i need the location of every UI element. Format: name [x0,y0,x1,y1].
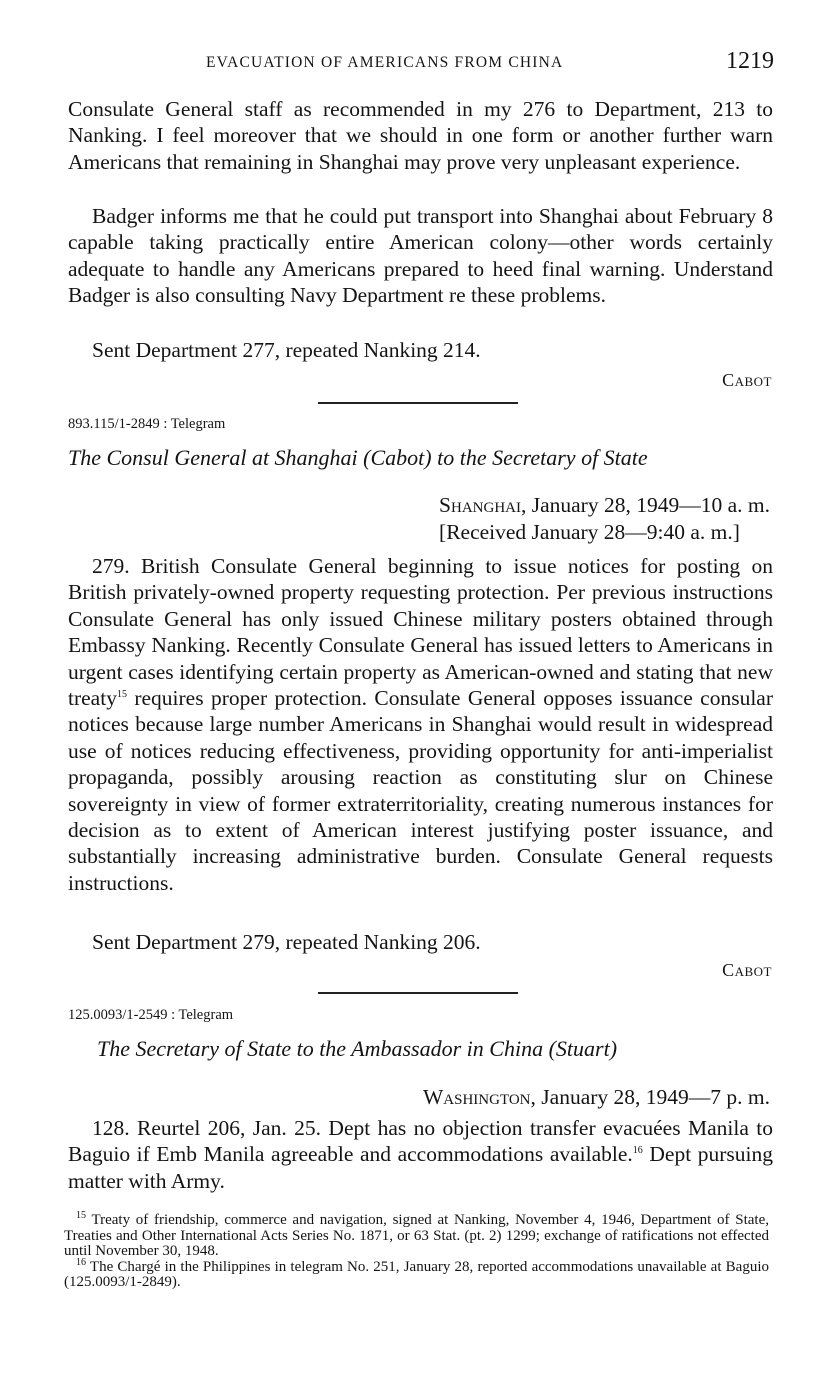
page-header [68,50,774,80]
dateline-date: January 28, 1949—7 p. m. [535,1085,770,1109]
running-head: EVACUATION OF AMERICANS FROM CHINA [206,54,564,71]
telegram-body-part1: 128. Reurtel 206, Jan. 25. Dept has no objection transfer evacuées Manila to Baguio if Emb Manila agreeable and accommodations available. [68,1116,773,1167]
dateline-place: Washington, [423,1085,536,1109]
telegram-body [68,553,773,896]
footnote-reference: 16 [632,1145,643,1157]
footnote-number: 15 [76,1210,86,1221]
footnote [64,1210,769,1260]
footnotes [64,1210,770,1291]
continuation-paragraph-2: Badger informs me that he could put transport into Shanghai about February 8 capable taking practically entire American colony—other words certainly adequate to handle any Americans prepared to heed final warning. Understand Badger is also consulting Navy Department re these problems. [68,204,773,308]
sent-line: Sent Department 279, repeated Nanking 206. [92,930,481,954]
dateline-place: Shanghai, [439,493,527,517]
continuation-sent-line: Sent Department 277, repeated Nanking 214. [92,338,481,362]
footnote-reference: 15 [116,688,127,700]
received-line: [Received January 28—9:40 a. m.] [439,520,740,544]
telegram-body [68,1115,773,1194]
telegram-body-part1: 279. British Consulate General beginning to issue notices for posting on British privately-owned property requesting protection. Per previous instructions Consulate General has only issued Chinese military posters obtained through Embassy Nanking. Recently Consulate General has issued letters to Americans in urgent cases identifying certain property as American-owned and stating that new treaty [68,554,773,711]
section-divider [318,402,518,404]
dateline-date: January 28, 1949—10 a. m. [526,493,770,517]
section-divider [318,992,518,994]
document-title: The Consul General at Shanghai (Cabot) to the Secretary of State [68,445,648,470]
telegram-body-part2: Dept pursuing matter with Army. [68,1142,773,1193]
footnote-text: The Chargé in the Philippines in telegram No. 251, January 28, reported accommodations unavailable at Baguio (125.0093/1-2849). [64,1258,770,1291]
document-title: The Secretary of State to the Ambassador in China (Stuart) [97,1036,618,1061]
footnote-text: Treaty of friendship, commerce and navigation, signed at Nanking, November 4, 1946, Department of State, Treaties and Other International Acts Series No. 1871, or 63 Stat. (pt. 2) 1299; exchange of ratifications not effected until November 30, 1948. [64,1212,769,1260]
footnote [64,1256,770,1291]
file-reference: 893.115/1-2849 : Telegram [68,416,226,432]
dateline [439,492,770,546]
continuation-paragraph-1: Consulate General staff as recommended in my 276 to Department, 213 to Nanking. I feel moreover that we should in one form or another further warn Americans that remaining in Shanghai may prove very unpleasant experience. [68,97,773,174]
page-number: 1219 [726,48,774,74]
footnote-number: 16 [76,1256,86,1268]
dateline [423,1084,770,1111]
telegram-body-part2: requires proper protection. Consulate General opposes issuance consular notices because large number Americans in Shanghai would result in widespread use of notices reducing effectiveness, providing opportunity for anti-imperialist propaganda, possibly arousing reaction as constituting slur on Chinese sovereignty in view of former extraterritoriality, creating numerous instances for decision as to extent of American interest justifying poster issuance, and substantially increasing administrative burden. Consulate General requests instructions. [68,686,773,895]
signature-cabot-1: Cabot [722,370,772,390]
file-reference: 125.0093/1-2549 : Telegram [68,1007,234,1023]
signature-cabot-2: Cabot [722,960,772,980]
